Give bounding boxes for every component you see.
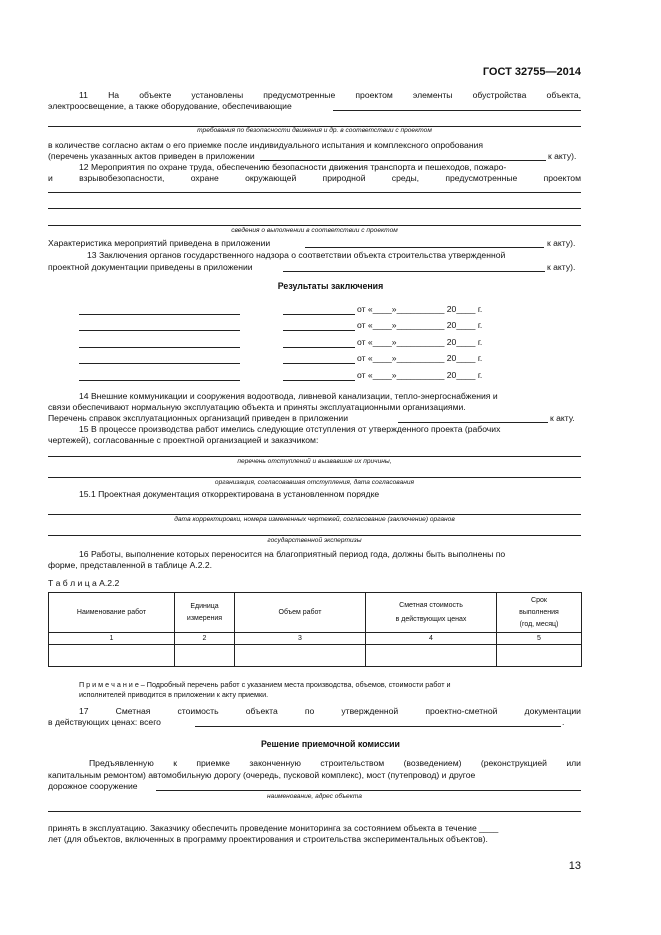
- blank-line: [283, 380, 355, 381]
- date-field: от «____»__________ 20____ г.: [357, 370, 483, 380]
- document-code: ГОСТ 32755—2014: [482, 66, 581, 78]
- p16-line1: 16 Работы, выполнение которых переносится на благоприятный период года, должны быть выполнены по: [79, 549, 506, 559]
- p12-line1: 12 Мероприятия по охране труда, обеспечению безопасности движения транспорта и пешеходов, пожаро-: [79, 162, 507, 172]
- header-text: Сметная стоимость: [399, 601, 463, 609]
- decision-caption: наименование, адрес объекта: [267, 793, 362, 800]
- table-empty-row: [49, 645, 582, 667]
- date-field: от «____»__________ 20____ г.: [357, 337, 483, 347]
- table-cell: [366, 645, 497, 667]
- p15-caption-1: перечень отступлений и вызвавшие их причины,: [237, 458, 392, 465]
- decision-line2: капитальным ремонтом) автомобильную дорогу (очередь, пусковой комплекс), мост (путепровод) и другое: [48, 770, 476, 780]
- decision-title: Решение приемочной комиссии: [261, 739, 400, 749]
- decision-line5: лет (для объектов, включенных в программу проектирования и строительства экспериментальных объектов).: [48, 834, 488, 844]
- underline: [398, 422, 548, 423]
- col-number: 4: [366, 633, 497, 645]
- blank-line: [283, 330, 355, 331]
- p12-line3-start: Характеристика мероприятий приведена в приложении: [48, 238, 271, 248]
- table-cell: [497, 645, 582, 667]
- table-header-row: [49, 593, 582, 633]
- header-text: выполнения: [519, 608, 559, 616]
- p14-line1: 14 Внешние коммуникации и сооружения водоотвода, ливневой канализации, тепло-энергоснабжения и: [79, 391, 498, 401]
- p14-line3-end: к акту.: [550, 413, 575, 423]
- col-number: 1: [49, 633, 175, 645]
- header-text: Срок: [531, 596, 547, 604]
- p15-1-caption-2: государственной экспертизы: [267, 537, 362, 544]
- p11-line4-end: к акту).: [548, 151, 577, 161]
- underline: [48, 477, 581, 478]
- blank-line: [79, 347, 240, 348]
- table-label: Т а б л и ц а А.2.2: [48, 578, 120, 588]
- p15-1-line1: 15.1 Проектная документация откорректирована в установленном порядке: [79, 489, 380, 499]
- blank-line: [79, 380, 240, 381]
- header-text: измерения: [186, 614, 223, 622]
- p11-line3: в количестве согласно актам о его приемке после индивидуального испытания и комплексного опробования: [48, 140, 484, 150]
- p12-line3-end: к акту).: [547, 238, 576, 248]
- p13-line1: 13 Заключения органов государственного надзора о соответствии объекта строительства утвержденной: [87, 250, 506, 260]
- underline: [156, 790, 581, 791]
- table-number-row: [49, 633, 582, 645]
- underline: [48, 208, 581, 209]
- p12-caption: сведения о выполнении в соответствии с проектом: [231, 227, 398, 234]
- date-field: от «____»__________ 20____ г.: [357, 353, 483, 363]
- p11-line4-start: (перечень указанных актов приведен в приложении: [48, 151, 255, 161]
- underline: [195, 726, 561, 727]
- note-line1: П р и м е ч а н и е – Подробный перечень работ с указанием места производства, объемов, стоимости работ и: [79, 680, 451, 689]
- p13-line2-end: к акту).: [547, 262, 576, 272]
- underline: [48, 514, 581, 515]
- col-number: 5: [497, 633, 582, 645]
- decision-line3-start: дорожное сооружение: [48, 781, 138, 791]
- note-line2: исполнителей приводится в приложении к акту приемки.: [79, 690, 269, 699]
- p17-line2-start: в действующих ценах: всего: [48, 717, 161, 727]
- results-title: Результаты заключения: [277, 281, 384, 291]
- underline: [48, 225, 581, 226]
- p15-line2: чертежей), согласованные с проектной организацией и заказчиком:: [48, 435, 319, 445]
- col-number: 2: [175, 633, 235, 645]
- header-deadline: [497, 593, 582, 633]
- p14-line2: связи обеспечивают нормальную эксплуатацию объекта и приняты эксплуатационными организациями.: [48, 402, 466, 412]
- table-cell: [235, 645, 366, 667]
- underline: [48, 535, 581, 536]
- date-field: от «____»__________ 20____ г.: [357, 320, 483, 330]
- p15-1-caption-1: дата корректировки, номера измененных чертежей, согласование (заключение) органов: [174, 516, 455, 523]
- blank-line: [283, 363, 355, 364]
- p15-caption-2: организация, согласовавшая отступления, дата согласования: [214, 479, 415, 486]
- header-unit: [175, 593, 235, 633]
- p11-caption: требования по безопасности движения и др. в соответствии с проектом: [197, 127, 432, 134]
- blank-line: [79, 363, 240, 364]
- header-text: Единица: [190, 602, 219, 610]
- header-text: Объем работ: [278, 609, 322, 616]
- header-work-name: [49, 593, 175, 633]
- p11-line1: 11 На объекте установлены предусмотренные проектом элементы обустройства объекта,: [79, 90, 581, 100]
- header-text: в действующих ценах: [395, 615, 467, 623]
- date-field: от «____»__________ 20____ г.: [357, 304, 483, 314]
- p14-line3-start: Перечень справок эксплуатационных организаций приведен в приложении: [48, 413, 349, 423]
- p11-line2: электроосвещение, а также оборудование, обеспечивающие: [48, 101, 292, 111]
- blank-line: [283, 347, 355, 348]
- underline: [48, 192, 581, 193]
- p12-line2: и взрывобезопасности, охране окружающей природной среды, предусмотренные проектом: [48, 173, 581, 183]
- underline: [333, 110, 581, 111]
- p17-line1: 17 Сметная стоимость объекта по утвержденной проектно-сметной документации: [79, 706, 581, 716]
- blank-line: [79, 314, 240, 315]
- underline: [48, 811, 581, 812]
- col-number: 3: [235, 633, 366, 645]
- header-cost: [366, 593, 497, 633]
- p16-line2: форме, представленной в таблице А.2.2.: [48, 560, 213, 570]
- underline: [283, 271, 545, 272]
- underline: [305, 247, 544, 248]
- decision-line4: принять в эксплуатацию. Заказчику обеспечить проведение мониторинга за состоянием объекта в течение ____: [48, 823, 499, 833]
- page-number: 13: [568, 860, 581, 872]
- header-volume: [235, 593, 366, 633]
- blank-line: [283, 314, 355, 315]
- table-cell: [175, 645, 235, 667]
- underline: [48, 456, 581, 457]
- header-text: Наименование работ: [76, 609, 147, 616]
- blank-line: [79, 330, 240, 331]
- decision-line1: Предъявленную к приемке законченную строительством (возведением) (реконструкцией или: [89, 758, 581, 768]
- header-text: (год, месяц): [519, 620, 559, 628]
- underline: [260, 160, 546, 161]
- p15-line1: 15 В процессе производства работ имелись следующие отступления от утвержденного проекта (рабочих: [79, 424, 501, 434]
- table-cell: [49, 645, 175, 667]
- p17-line2-end: .: [562, 717, 565, 727]
- works-table: [48, 592, 582, 667]
- p13-line2-start: проектной документации приведены в приложении: [48, 262, 253, 272]
